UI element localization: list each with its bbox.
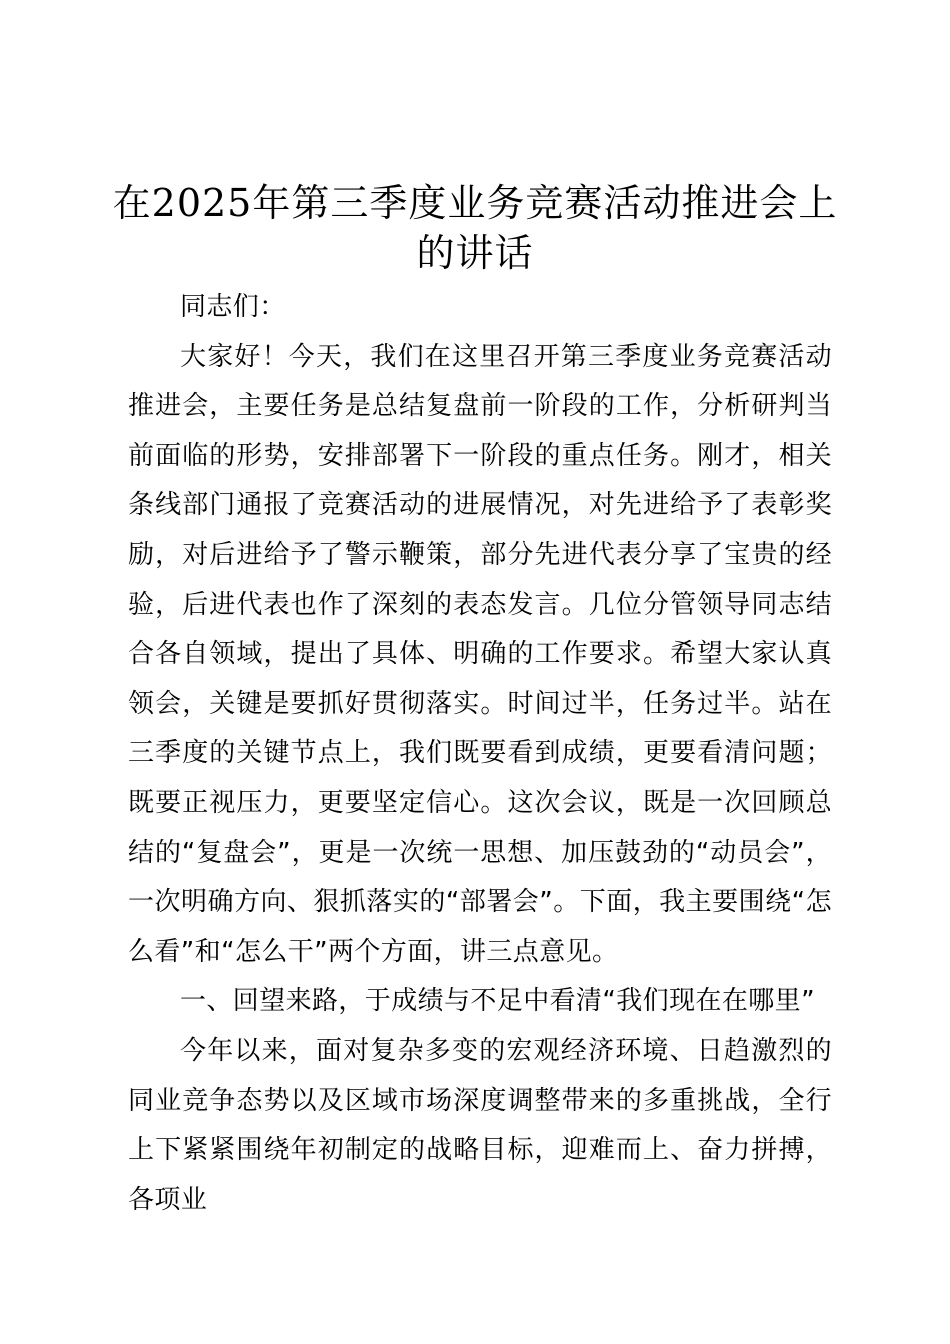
opening-paragraph: 大家好！今天，我们在这里召开第三季度业务竞赛活动推进会，主要任务是总结复盘前一阶段的工作，分析研判当前面临的形势，安排部署下一阶段的重点任务。刚才，相关条线部门通报了竞赛活动的进展情况，对先进给予了表彰奖励，对后进给予了警示鞭策，部分先进代表分享了宝贵的经验，后进代表也作了深刻的表态发言。几位分管领导同志结合各自领域，提出了具体、明确的工作要求。希望大家认真领会，关键是要抓好贯彻落实。时间过半，任务过半。站在三季度的关键节点上，我们既要看到成绩，更要看清问题；既要正视压力，更要坚定信心。这次会议，既是一次回顾总结的“复盘会”，更是一次统一思想、加压鼓劲的“动员会”，一次明确方向、狠抓落实的“部署会”。下面，我主要围绕“怎么看”和“怎么干”两个方面，讲三点意见。 [128,341,832,967]
section-paragraph: 今年以来，面对复杂多变的宏观经济环境、日趋激烈的同业竞争态势以及区域市场深度调整带来的多重挑战，全行上下紧紧围绕年初制定的战略目标，迎难而上、奋力拼搏，各项业 [128,1035,832,1215]
section-heading: 一、回望来路，于成绩与不足中看清“我们现在在哪里” [180,986,815,1017]
salutation: 同志们： [180,292,286,322]
document-body [128,283,832,1225]
document-title: 在2025年第三季度业务竞赛活动推进会上的讲话 [112,181,838,275]
